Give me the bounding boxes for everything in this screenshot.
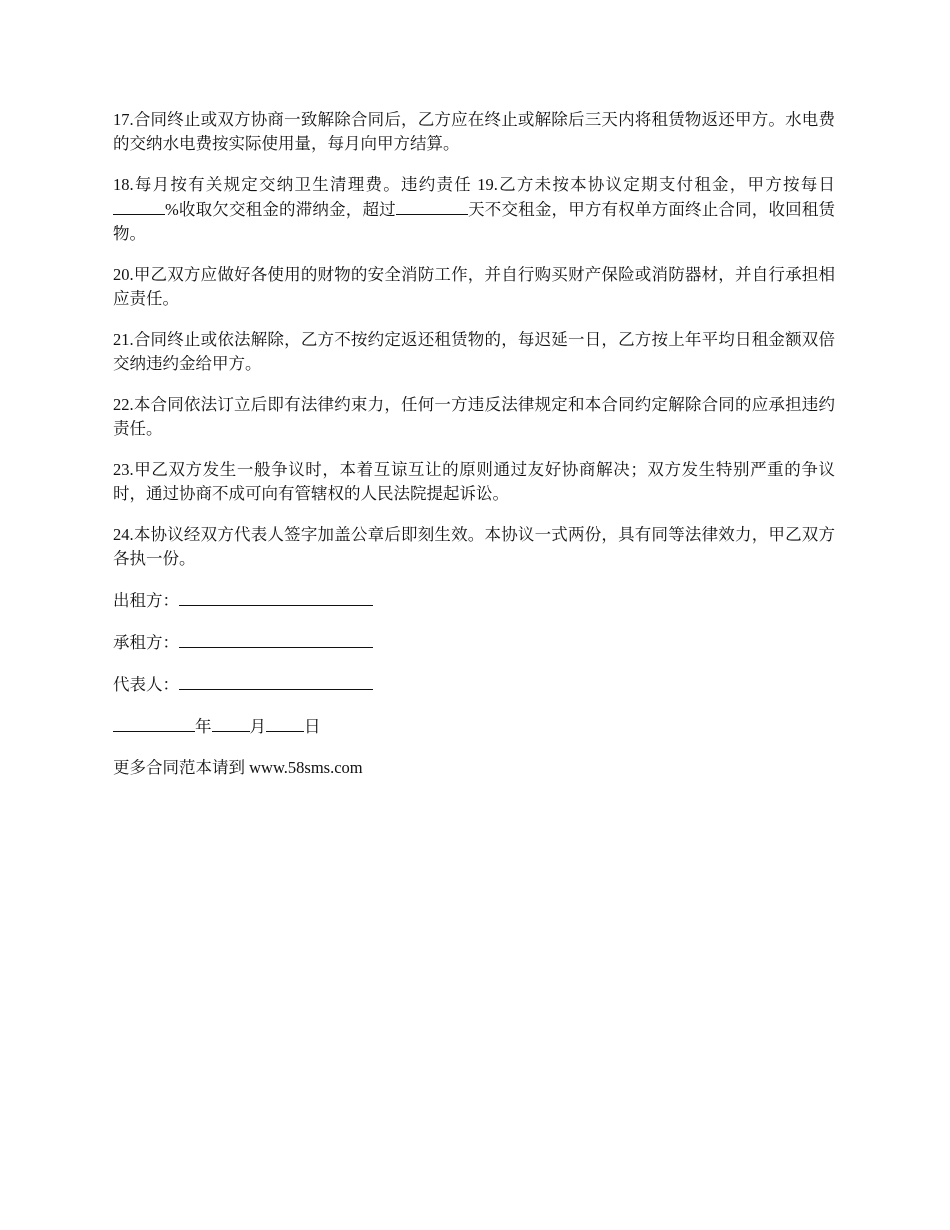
lessor-signature-blank <box>179 588 373 606</box>
representative-signature-line <box>113 672 835 697</box>
representative-signature-blank <box>179 672 373 690</box>
clause-21: 21.合同终止或依法解除，乙方不按约定返还租赁物的，每迟延一日，乙方按上年平均日租金额双倍交纳违约金给甲方。 <box>113 330 835 373</box>
lessee-signature-blank <box>179 630 373 648</box>
lessor-label: 出租方： <box>113 591 179 610</box>
clause-18-text-a: 18.每月按有关规定交纳卫生清理费。违约责任 19.乙方未按本协议定期支付租金，甲方按每日 <box>113 175 835 194</box>
clause-24: 24.本协议经双方代表人签字加盖公章后即刻生效。本协议一式两份，具有同等法律效力，甲乙双方各执一份。 <box>113 525 835 568</box>
overdue-days-blank <box>396 197 468 215</box>
year-label: 年 <box>195 717 212 736</box>
clause-18-text-c: 天不交租金，甲方有权单方面终止合同，收回租赁物。 <box>113 200 835 243</box>
date-line <box>113 714 835 739</box>
clause-17: 17.合同终止或双方协商一致解除合同后，乙方应在终止或解除后三天内将租赁物返还甲方。水电费的交纳水电费按实际使用量，每月向甲方结算。 <box>113 110 835 153</box>
footer-more-contracts: 更多合同范本请到 www.58sms.com <box>113 758 363 777</box>
representative-label: 代表人： <box>113 675 179 694</box>
year-blank <box>113 714 195 732</box>
clause-23: 23.甲乙双方发生一般争议时，本着互谅互让的原则通过友好协商解决；双方发生特别严重的争议时，通过协商不成可向有管辖权的人民法院提起诉讼。 <box>113 460 835 503</box>
lessee-label: 承租方： <box>113 633 179 652</box>
month-label: 月 <box>249 717 266 736</box>
month-blank <box>212 714 250 732</box>
lessor-signature-line <box>113 588 835 613</box>
clause-22: 22.本合同依法订立后即有法律约束力，任何一方违反法律规定和本合同约定解除合同的应承担违约责任。 <box>113 395 835 438</box>
late-fee-percent-blank <box>113 197 165 215</box>
contract-page <box>113 108 835 797</box>
clause-18-text-b: %收取欠交租金的滞纳金，超过 <box>165 200 396 219</box>
clause-18-19 <box>113 173 835 246</box>
day-blank <box>266 714 304 732</box>
day-label: 日 <box>304 717 321 736</box>
lessee-signature-line <box>113 630 835 655</box>
clause-20: 20.甲乙双方应做好各使用的财物的安全消防工作，并自行购买财产保险或消防器材，并自行承担相应责任。 <box>113 265 835 308</box>
